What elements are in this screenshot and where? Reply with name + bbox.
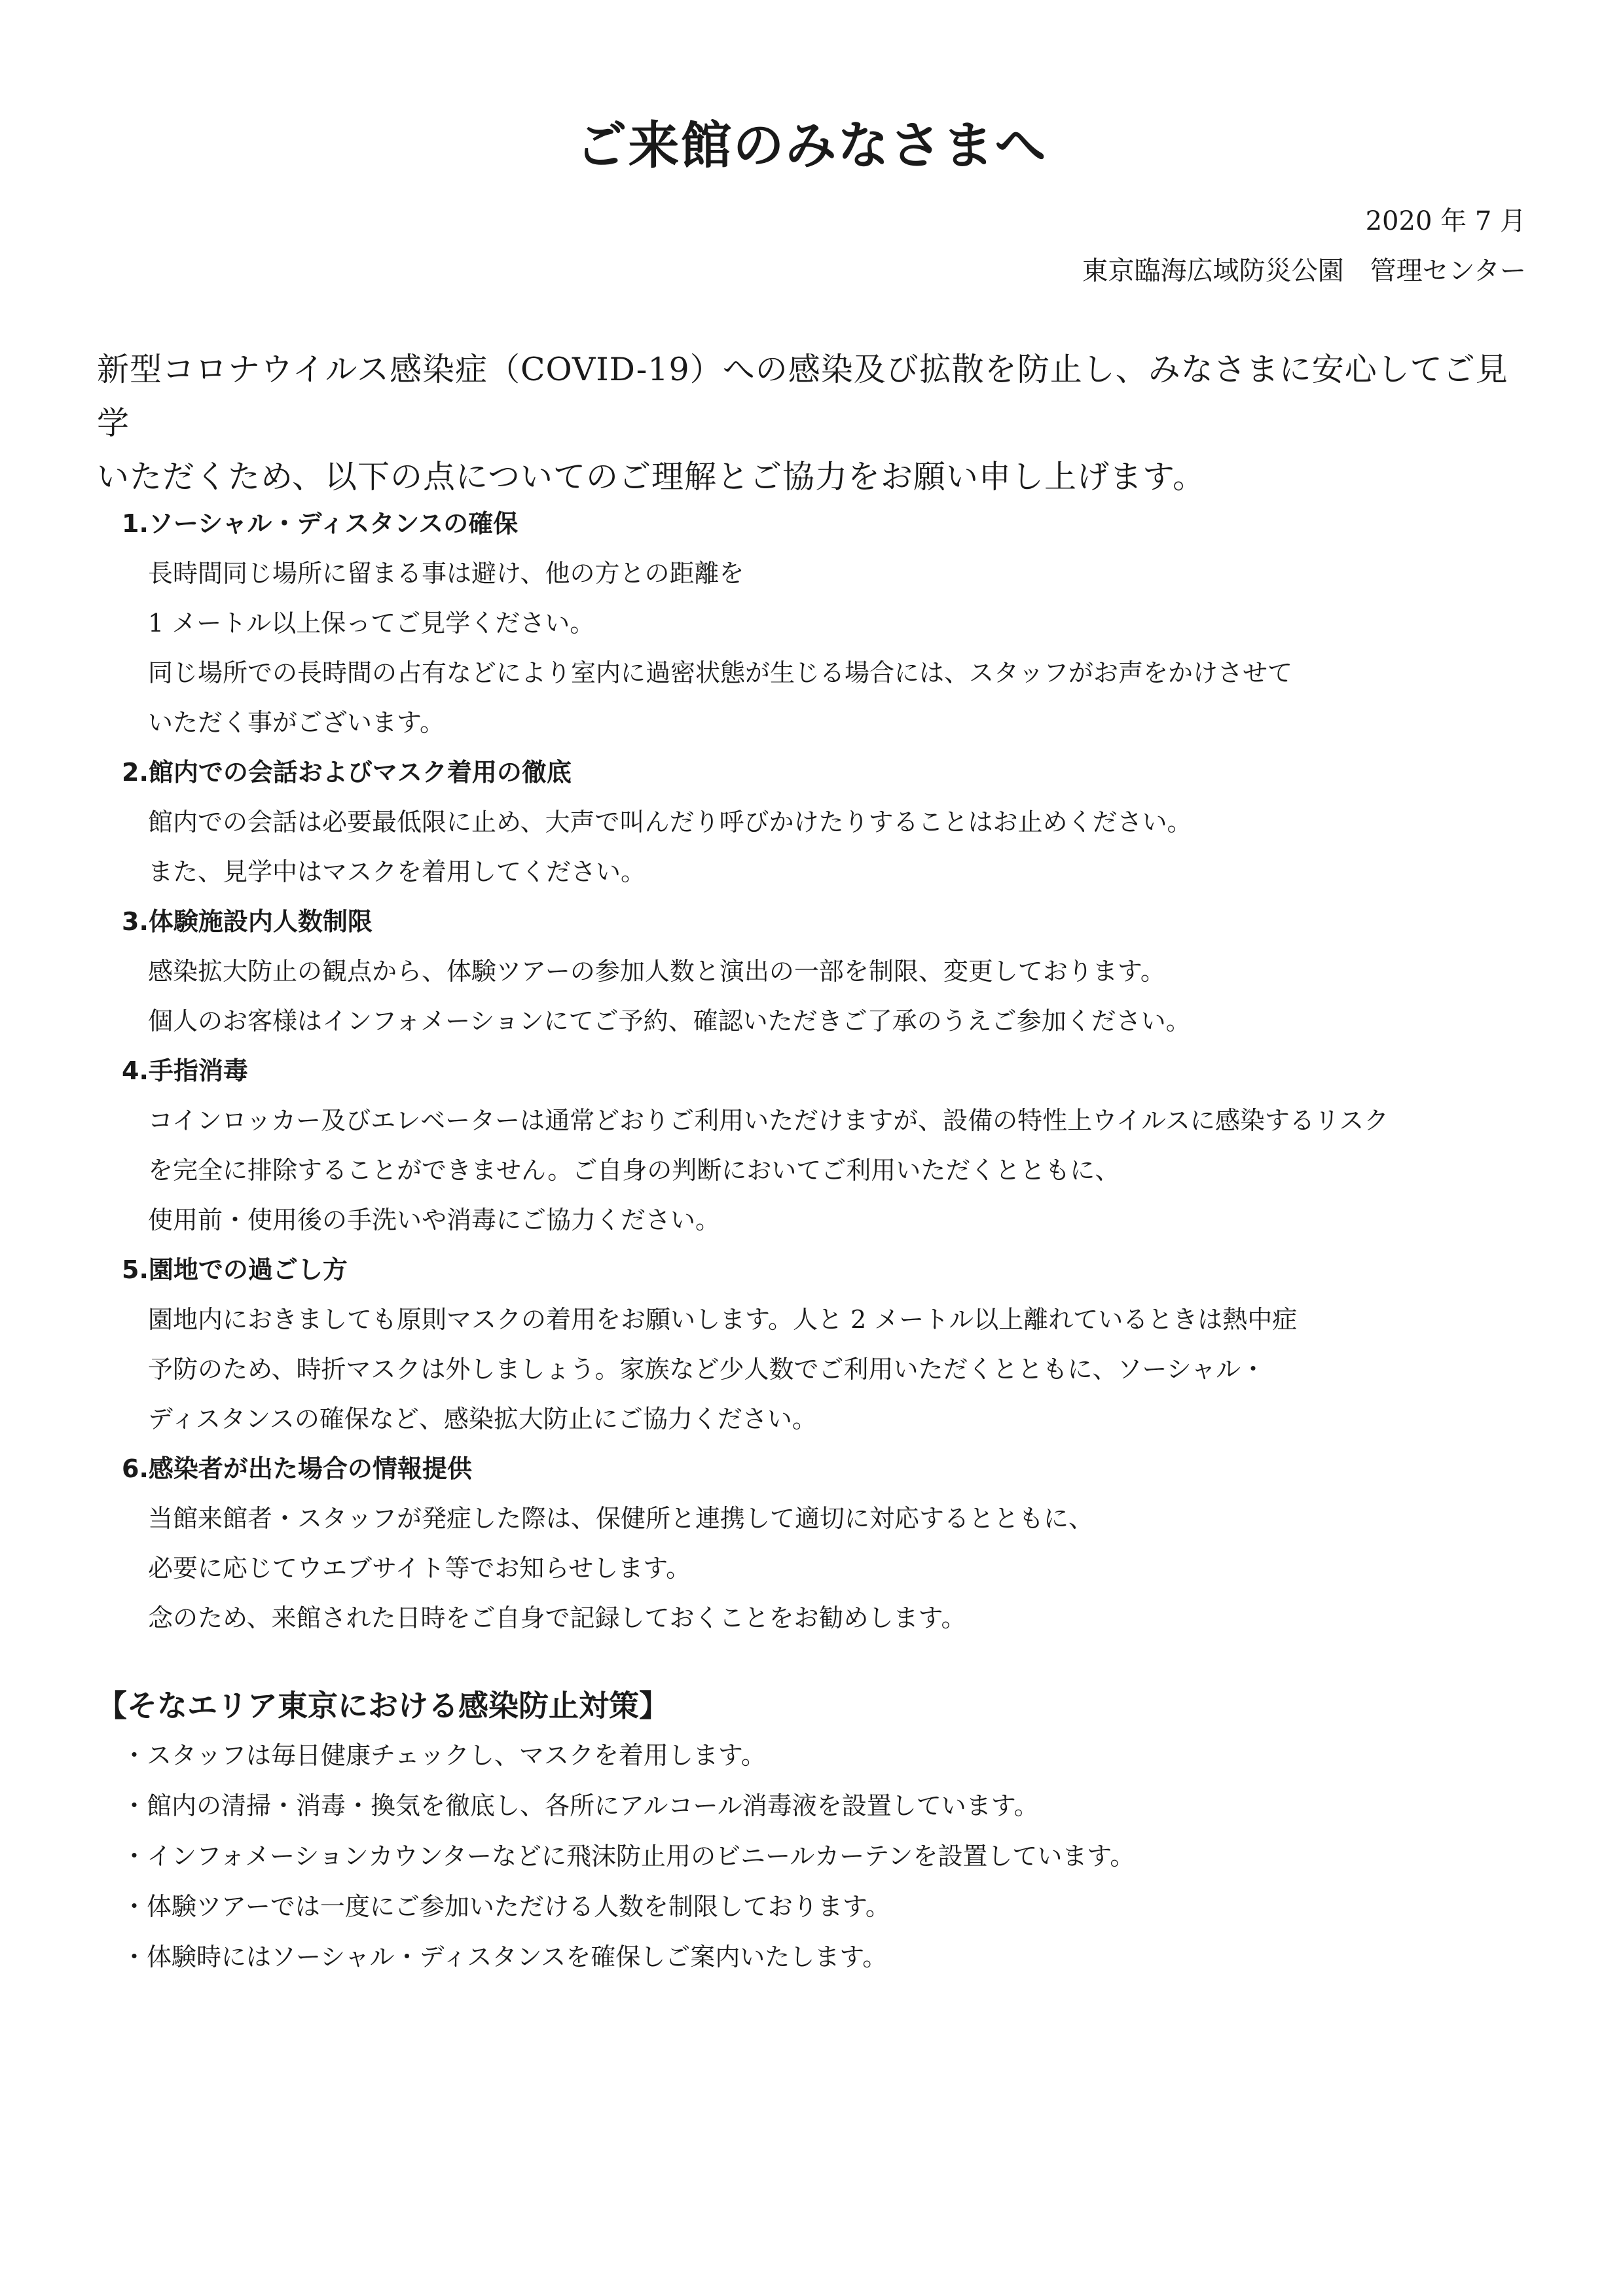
section-line: いただく事がございます。: [148, 708, 445, 737]
intro-line: いただくため、以下の点についてのご理解とご協力をお願い申し上げます。: [97, 458, 1206, 495]
section-heading: 1.ソーシャル・ディスタンスの確保: [122, 509, 519, 538]
section-heading: 5.園地での過ごし方: [122, 1255, 348, 1284]
section-line: 園地内におきましても原則マスクの着用をお願いします。人と 2 メートル以上離れているときは熱中症: [148, 1305, 1298, 1334]
section-line: コインロッカー及びエレベーターは通常どおりご利用いただけますが、設備の特性上ウイルスに感染するリスク: [148, 1106, 1389, 1135]
section-heading: 4.手指消毒: [122, 1056, 248, 1085]
section-line: また、見学中はマスクを着用してください。: [148, 857, 646, 886]
section-line: 個人のお客様はインフォメーションにてご予約、確認いただきご了承のうえご参加ください。: [148, 1007, 1191, 1035]
intro-line: 新型コロナウイルス感染症（COVID-19）への感染及び拡散を防止し、みなさまに安心してご見学: [97, 351, 1508, 442]
measure-item: ・体験ツアーでは一度にご参加いただける人数を制限しております。: [122, 1892, 890, 1921]
section-social-distance: [0, 499, 1623, 747]
section-infection-info: [0, 1444, 1623, 1643]
measure-item: ・体験時にはソーシャル・ディスタンスを確保しご案内いたします。: [122, 1943, 888, 1971]
measure-item: ・インフォメーションカウンターなどに飛沫防止用のビニールカーテンを設置しています。: [122, 1842, 1135, 1871]
measures-heading: 【そなエリア東京における感染防止対策】: [97, 1688, 669, 1723]
section-heading: 2.館内での会話およびマスク着用の徹底: [122, 758, 572, 787]
section-line: 長時間同じ場所に留まる事は避け、他の方との距離を: [148, 559, 744, 588]
section-line: 念のため、来館された日時をご自身で記録しておくことをお勧めします。: [148, 1604, 966, 1632]
measure-item: ・館内の清掃・消毒・換気を徹底し、各所にアルコール消毒液を設置しています。: [122, 1791, 1039, 1820]
section-line: 感染拡大防止の観点から、体験ツアーの参加人数と演出の一部を制限、変更しております。: [148, 957, 1165, 986]
section-heading: 3.体験施設内人数制限: [122, 907, 373, 936]
notice-date: 2020 年 7 月: [1365, 206, 1526, 236]
section-line: ディスタンスの確保など、感染拡大防止にご協力ください。: [148, 1405, 817, 1433]
section-line: 1 メートル以上保ってご見学ください。: [148, 609, 595, 637]
section-park-grounds: [0, 1245, 1623, 1444]
page-title: ご来館のみなさまへ: [575, 117, 1048, 175]
section-heading: 6.感染者が出た場合の情報提供: [122, 1454, 472, 1483]
section-conversation-mask: [0, 747, 1623, 897]
section-line: 必要に応じてウエブサイト等でお知らせします。: [148, 1554, 691, 1583]
section-line: 予防のため、時折マスクは外しましょう。家族など少人数でご利用いただくとともに、ソーシャル・: [148, 1355, 1266, 1384]
prevention-measures: [0, 1681, 1623, 1982]
organization-name: 東京臨海広域防災公園 管理センター: [1082, 256, 1526, 286]
section-line: 館内での会話は必要最低限に止め、大声で叫んだり呼びかけたりすることはお止めください。: [148, 808, 1192, 836]
section-line: 使用前・使用後の手洗いや消毒にご協力ください。: [148, 1206, 721, 1234]
guideline-sections: [0, 499, 1623, 1643]
section-hand-sanitizing: [0, 1046, 1623, 1245]
section-line: を完全に排除することができません。ご自身の判断においてご利用いただくとともに、: [148, 1156, 1120, 1185]
intro-paragraph: [97, 343, 1531, 504]
section-line: 当館来館者・スタッフが発症した際は、保健所と連携して適切に対応するとともに、: [148, 1504, 1094, 1533]
measure-item: ・スタッフは毎日健康チェックし、マスクを着用します。: [122, 1741, 766, 1770]
section-line: 同じ場所での長時間の占有などにより室内に過密状態が生じる場合には、スタッフがお声をかけさせて: [148, 658, 1293, 687]
section-capacity-limit: [0, 897, 1623, 1046]
